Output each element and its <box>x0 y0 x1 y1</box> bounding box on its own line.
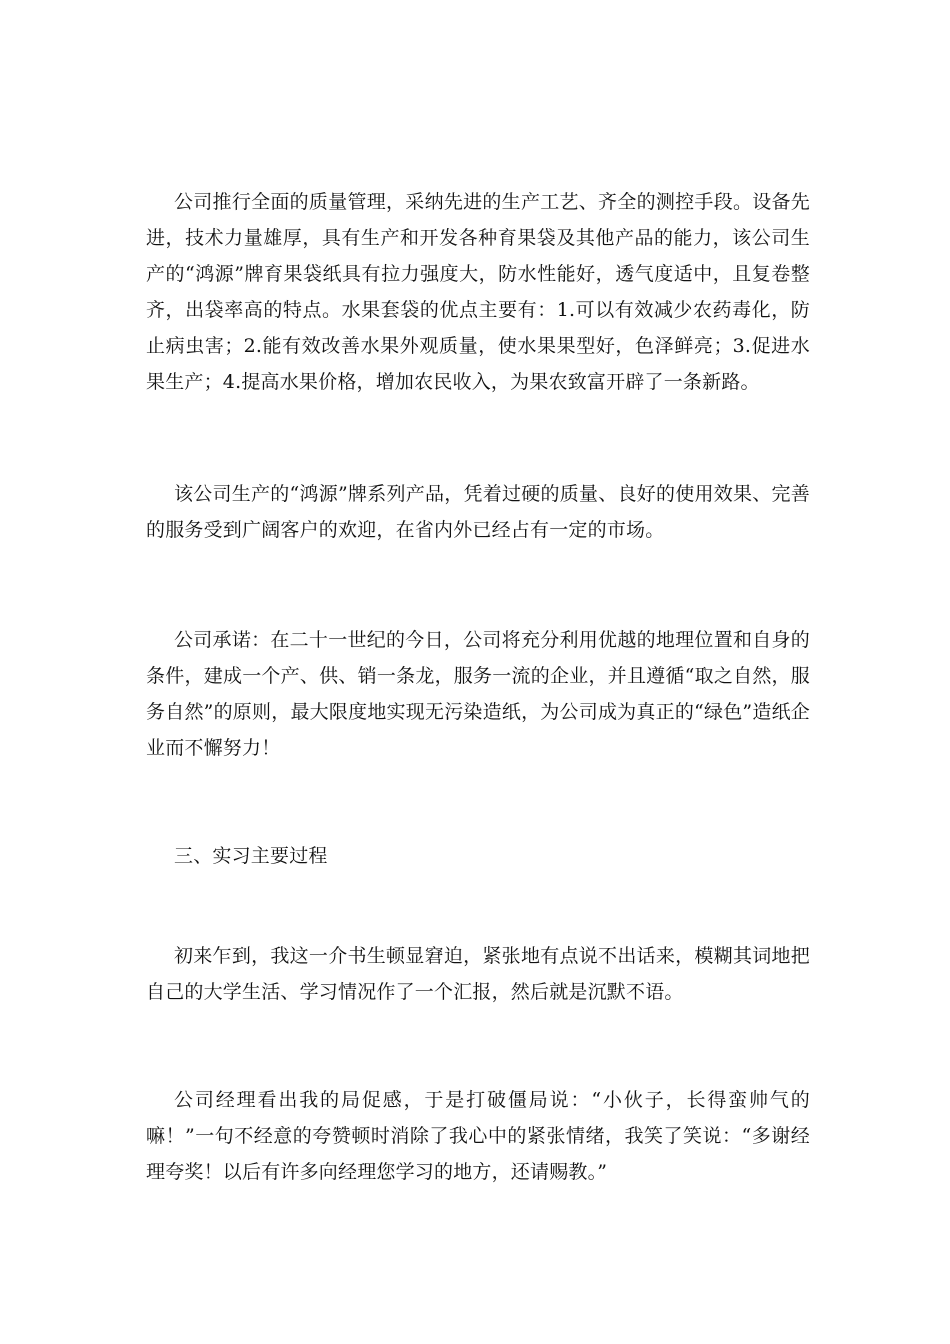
paragraph-company-promise: 公司承诺：在二十一世纪的今日，公司将充分利用优越的地理位置和自身的条件，建成一个产、供、销一条龙，服务一流的企业，并且遵循“取之自然，服务自然”的原则，最大限度地实现无污染造纸，为公司成为真正的“绿色”造纸企业而不懈努力！ <box>146 629 810 759</box>
paragraph-manager-conversation: 公司经理看出我的局促感，于是打破僵局说：“小伙子，长得蛮帅气的嘛！”一句不经意的夸赞顿时消除了我心中的紧张情绪，我笑了笑说：“多谢经理夸奖！以后有许多向经理您学习的地方，还请赐教。” <box>146 1089 810 1183</box>
paragraph-company-quality: 公司推行全面的质量管理，采纳先进的生产工艺、齐全的测控手段。设备先进，技术力量雄厚，具有生产和开发各种育果袋及其他产品的能力，该公司生产的“鸿源”牌育果袋纸具有拉力强度大，防水性能好，透气度适中，且复卷整齐，出袋率高的特点。水果套袋的优点主要有：1.可以有效减少农药毒化，防止病虫害；2.能有效改善水果外观质量，使水果果型好，色泽鲜亮；3.促进水果生产；4.提高水果价格，增加农民收入，为果农致富开辟了一条新路。 <box>146 191 810 393</box>
section-heading-internship-process: 三、实习主要过程 <box>174 845 328 867</box>
paragraph-product-market: 该公司生产的“鸿源”牌系列产品，凭着过硬的质量、良好的使用效果、完善的服务受到广阔客户的欢迎，在省内外已经占有一定的市场。 <box>146 483 810 541</box>
paragraph-first-arrival: 初来乍到，我这一介书生顿显窘迫，紧张地有点说不出话来，模糊其词地把自己的大学生活、学习情况作了一个汇报，然后就是沉默不语。 <box>146 945 810 1003</box>
